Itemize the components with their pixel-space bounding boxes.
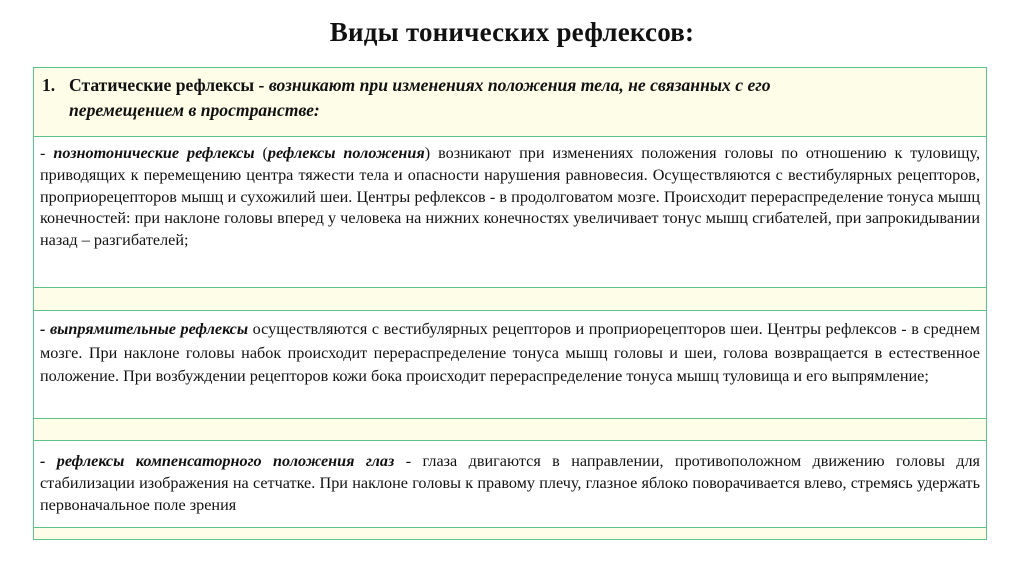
paren-open: ( [254,144,268,162]
row-term: - рефлексы компенсаторного положения глаз [40,452,395,470]
table-row-eye-reflexes [34,441,986,528]
row-paragraph [40,451,980,516]
table-row-posture-reflexes [34,137,986,288]
reflex-table [33,67,987,540]
row-paragraph [40,318,980,389]
row-text: осуществляются с вестибулярных рецепторов и проприорецепторов шеи. Центры рефлексов - в среднем мозге. При наклоне головы набок происходит перераспределение тонуса мышц головы и шеи, голова возвращается в естественное положение. При возбуждении рецепторов кожи бока происходит перераспределение тонуса мышц туловища и его выпрямление; [40,320,980,385]
header-definition: возникают при изменениях положения тела, не связанных с его [268,75,771,95]
item-number: 1. [42,75,56,95]
row-paragraph [40,143,980,252]
row-term: - выпрямительные рефлексы [40,320,249,338]
header-line-1 [42,73,978,98]
table-spacer-row [34,419,986,441]
slide-title: Виды тонических рефлексов: [329,17,695,47]
table-spacer-row [34,528,986,539]
row-text: - глаза двигаются в направлении, противоположном движению головы для стабилизации изображения на сетчатке. При наклоне головы к правому плечу, глазное яблоко поворачивается влево, стремясь удержать первоначальное поле зрения [40,452,981,514]
header-term: Статические рефлексы [69,75,255,95]
header-line-2 [42,98,978,123]
table-header-row [34,68,986,137]
paren-close: ) [424,144,431,162]
row-dash: - [40,144,54,162]
header-definition-cont: перемещением в пространстве: [69,100,320,120]
table-spacer-row [34,288,986,311]
row-term: познотонические рефлексы [53,144,255,162]
row-text: возникают при изменениях положения головы по отношению к туловищу, приводящих к перемещению центра тяжести тела и опасности нарушения равновесия. Осуществляются с вестибулярных рецепторов, проприорецепторов мышц и сухожилий шеи. Центры рефлексов - в продолговатом мозге. Происходит перераспределение тонуса мышц конечностей: при наклоне головы вперед у человека на нижних конечностях увеличивает тонус мышц сгибателей, при запрокидывании назад – разгибателей; [40,144,981,250]
table-row-righting-reflexes [34,311,986,419]
row-term-alias: рефлексы положения [267,144,425,162]
header-dash: - [254,75,269,95]
